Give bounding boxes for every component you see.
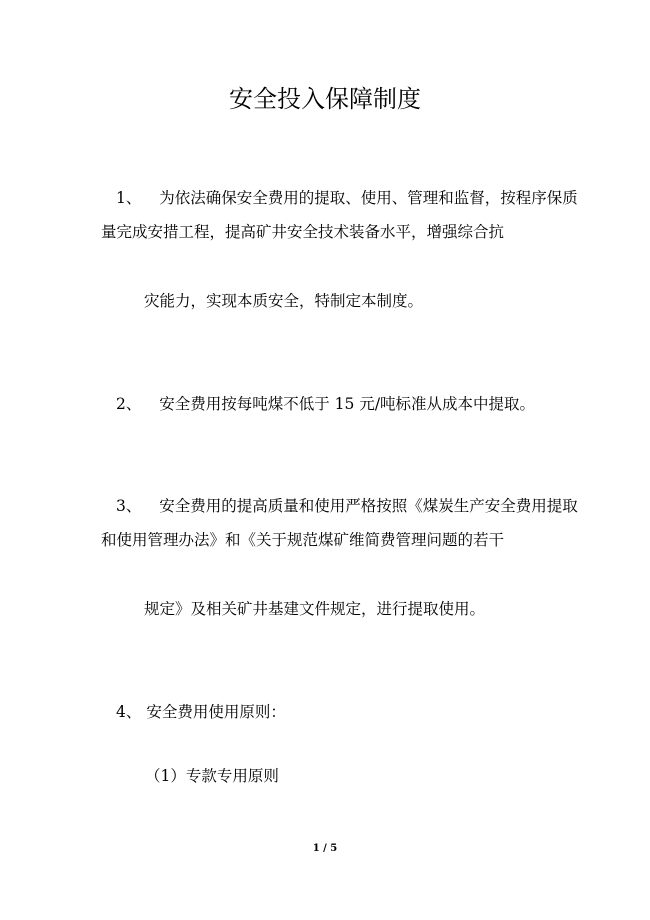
item-1-line-2: 量完成安措工程，提高矿井安全技术装备水平，增强综合抗 [101,223,505,241]
item-4-number: 4、 [116,703,142,721]
document-title: 安全投入保障制度 [229,85,421,113]
item-2-line-1: 安全费用按每吨煤不低于 15 元/吨标准从成本中提取。 [159,395,536,413]
page-number: 1 / 5 [312,843,338,854]
item-2-first-line [116,394,535,414]
item-3-line-1: 安全费用的提高质量和使用严格按照《煤炭生产安全费用提取 [159,497,578,515]
item-2-number: 2、 [116,395,142,413]
item-3-line-3: 规定》及相关矿井基建文件规定，进行提取使用。 [144,600,486,618]
item-3-number: 3、 [116,497,142,515]
item-1-number: 1、 [116,189,142,207]
item-3-line-2: 和使用管理办法》和《关于规范煤矿维简费管理问题的若干 [101,531,505,549]
item-1-line-1: 为依法确保安全费用的提取、使用、管理和监督，按程序保质 [159,189,578,207]
item-4-line-1: 安全费用使用原则： [146,703,286,721]
item-3-first-line [116,496,578,516]
item-4-first-line [116,702,286,722]
item-1-first-line [116,188,578,208]
subitem-1: （1）专款专用原则 [145,767,279,785]
item-1-line-3: 灾能力，实现本质安全，特制定本制度。 [144,292,424,310]
